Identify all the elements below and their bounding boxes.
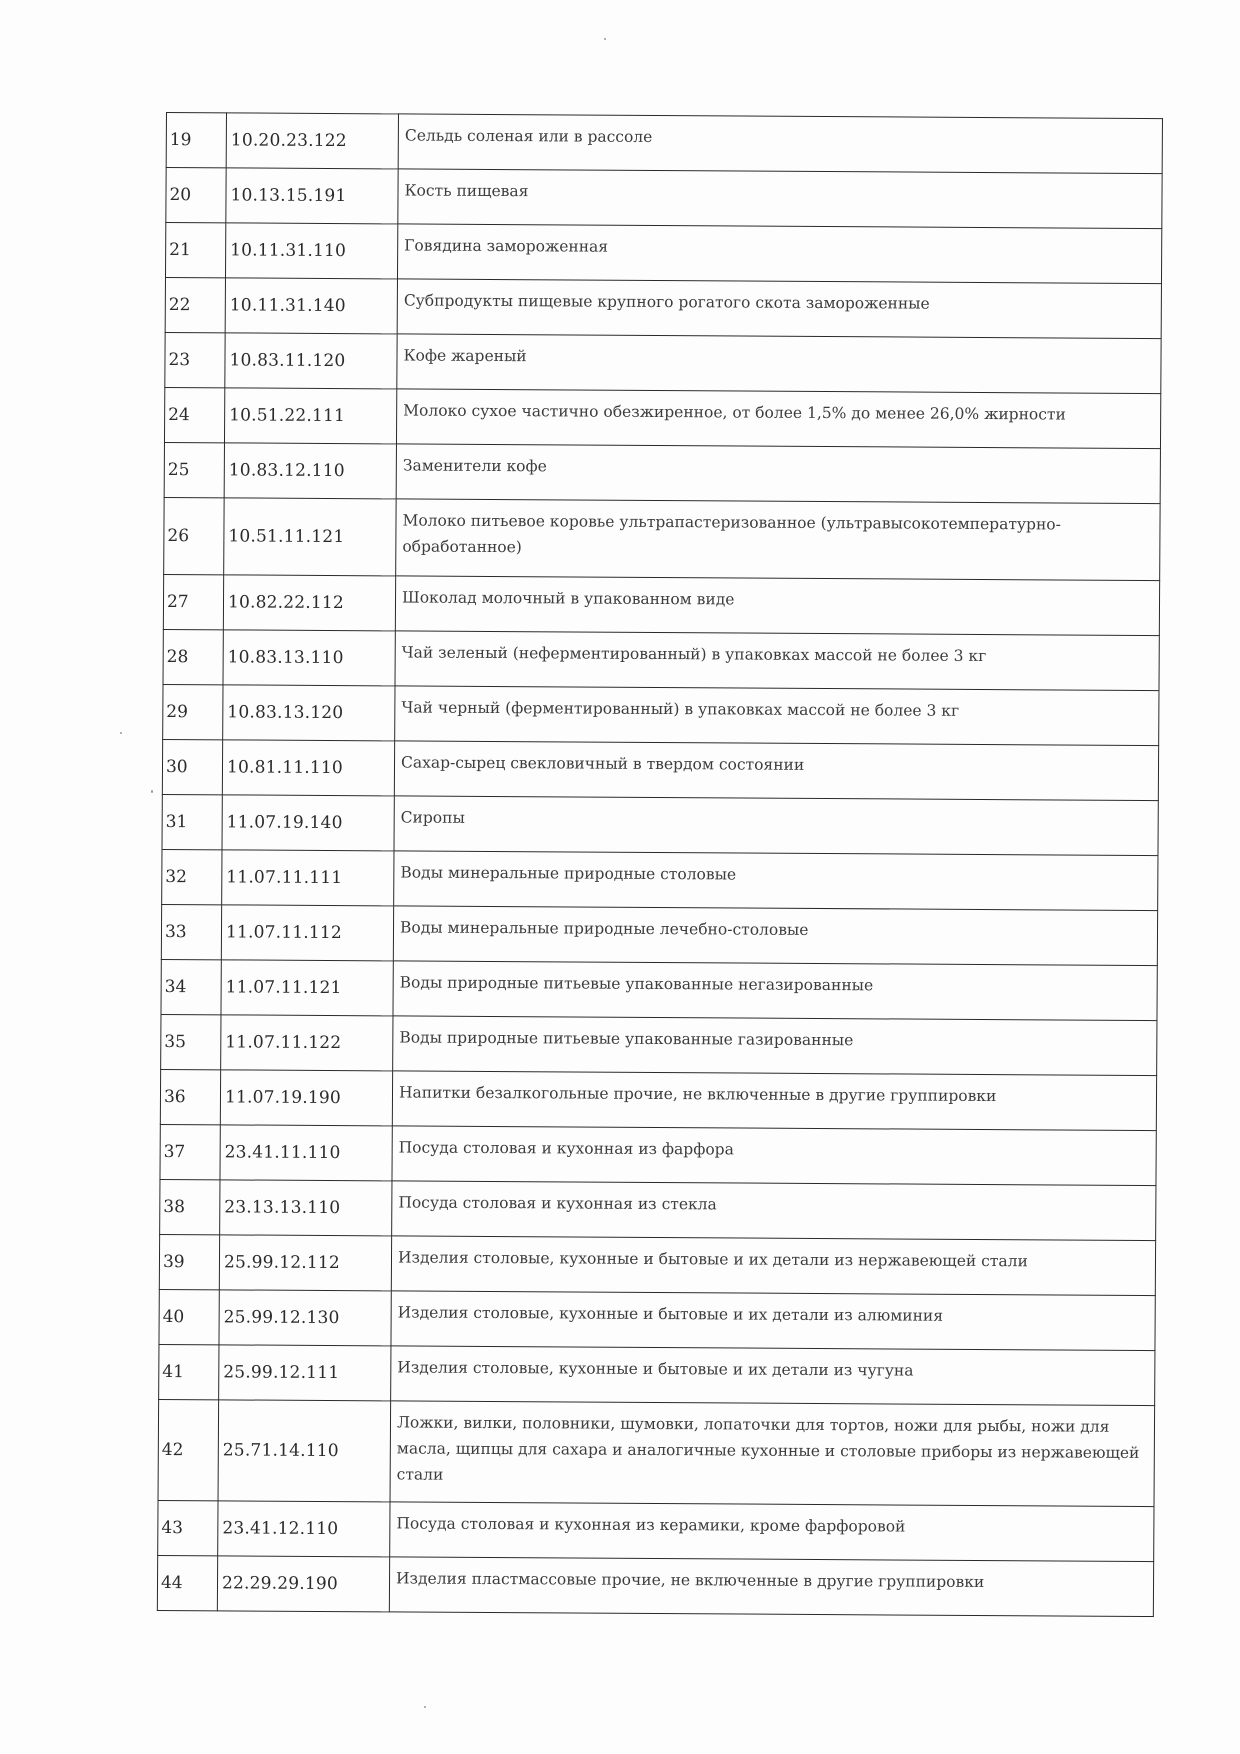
table-row xyxy=(162,739,1158,800)
product-name: Говядина замороженная xyxy=(397,224,1161,284)
table-row xyxy=(162,849,1158,910)
okpd-code: 11.07.19.140 xyxy=(222,795,394,851)
row-number: 42 xyxy=(158,1399,219,1500)
table-row xyxy=(158,1399,1155,1506)
table-row xyxy=(164,387,1160,448)
table-row xyxy=(161,1014,1157,1075)
okpd-code: 10.83.13.120 xyxy=(223,685,395,741)
row-number: 37 xyxy=(160,1124,220,1179)
okpd-code: 10.11.31.140 xyxy=(225,278,397,334)
product-name: Изделия столовые, кухонные и бытовые и их детали из нержавеющей стали xyxy=(391,1236,1155,1296)
product-name: Воды минеральные природные столовые xyxy=(394,851,1158,911)
product-name: Изделия столовые, кухонные и бытовые и их детали из алюминия xyxy=(391,1291,1155,1351)
row-number: 36 xyxy=(160,1069,220,1124)
table-row xyxy=(162,794,1158,855)
okpd-code: 23.41.11.110 xyxy=(220,1125,392,1181)
okpd-code: 22.29.29.190 xyxy=(217,1556,389,1612)
product-name: Посуда столовая и кухонная из керамики, кроме фарфоровой xyxy=(390,1502,1154,1562)
product-name: Сиропы xyxy=(394,796,1158,856)
scan-speck xyxy=(120,732,122,734)
row-number: 34 xyxy=(161,959,221,1014)
okpd-code: 11.07.11.112 xyxy=(221,905,393,961)
okpd-code: 10.83.13.110 xyxy=(223,630,395,686)
product-name: Чай черный (ферментированный) в упаковках массой не более 3 кг xyxy=(395,686,1159,746)
table-row xyxy=(163,574,1159,635)
table-row xyxy=(161,904,1157,965)
product-name: Кофе жареный xyxy=(397,334,1161,394)
okpd-code: 23.41.12.110 xyxy=(218,1501,390,1557)
table-row xyxy=(163,629,1159,690)
table-row xyxy=(161,959,1157,1020)
row-number: 41 xyxy=(159,1344,219,1399)
row-number: 35 xyxy=(161,1014,221,1069)
product-name: Сельдь соленая или в рассоле xyxy=(398,114,1162,174)
okpd-code: 10.13.15.191 xyxy=(226,168,398,224)
row-number: 38 xyxy=(160,1179,220,1234)
product-name: Кость пищевая xyxy=(398,169,1162,229)
table-row xyxy=(160,1069,1156,1130)
table-row xyxy=(165,223,1161,284)
row-number: 22 xyxy=(165,277,225,332)
product-name: Молоко сухое частично обезжиренное, от более 1,5% до менее 26,0% жирности xyxy=(396,389,1160,449)
row-number: 40 xyxy=(159,1289,219,1344)
okpd-code: 10.83.12.110 xyxy=(224,443,396,499)
product-name: Чай зеленый (неферментированный) в упаковках массой не более 3 кг xyxy=(395,631,1159,691)
okpd-code: 11.07.11.121 xyxy=(221,960,393,1016)
okpd-code: 25.99.12.111 xyxy=(219,1345,391,1401)
row-number: 44 xyxy=(157,1555,217,1610)
product-name: Молоко питьевое коровье ультрапастеризованное (ультравысокотемпературно-обработанное) xyxy=(396,499,1160,581)
row-number: 32 xyxy=(162,849,222,904)
table-row xyxy=(164,497,1160,580)
row-number: 29 xyxy=(163,684,223,739)
okpd-code: 10.82.22.112 xyxy=(223,575,395,631)
okpd-code: 11.07.11.111 xyxy=(222,850,394,906)
table-row xyxy=(160,1124,1156,1185)
okpd-code: 25.71.14.110 xyxy=(218,1400,391,1502)
row-number: 19 xyxy=(166,113,226,168)
row-number: 23 xyxy=(165,332,225,387)
okpd-code: 11.07.19.190 xyxy=(220,1070,392,1126)
table-row xyxy=(163,684,1159,745)
product-name: Воды минеральные природные лечебно-столовые xyxy=(393,906,1157,966)
table-row xyxy=(158,1500,1154,1561)
okpd-code: 25.99.12.112 xyxy=(219,1235,391,1291)
table-row xyxy=(160,1179,1156,1240)
product-name: Ложки, вилки, половники, шумовки, лопаточки для тортов, ножи для рыбы, ножи для масла, щипцы для сахара и аналогичные кухонные и столовые приборы из нержавеющей стали xyxy=(390,1401,1155,1507)
row-number: 24 xyxy=(164,387,224,442)
table-row xyxy=(165,332,1161,393)
table-row xyxy=(166,113,1162,174)
scan-speck xyxy=(604,38,606,40)
table-row xyxy=(165,277,1161,338)
okpd-code: 10.11.31.110 xyxy=(225,223,397,279)
scan-speck xyxy=(424,1706,426,1708)
row-number: 20 xyxy=(166,168,226,223)
okpd-code: 10.20.23.122 xyxy=(226,113,398,169)
okpd-code: 10.51.22.111 xyxy=(224,388,396,444)
product-name: Воды природные питьевые упакованные негазированные xyxy=(393,961,1157,1021)
product-name: Шоколад молочный в упакованном виде xyxy=(395,576,1159,636)
row-number: 28 xyxy=(163,629,223,684)
product-name: Посуда столовая и кухонная из фарфора xyxy=(392,1126,1156,1186)
product-name: Субпродукты пищевые крупного рогатого скота замороженные xyxy=(397,279,1161,339)
row-number: 30 xyxy=(162,739,222,794)
product-name: Изделия столовые, кухонные и бытовые и их детали из чугуна xyxy=(391,1346,1155,1406)
row-number: 43 xyxy=(158,1500,218,1555)
row-number: 31 xyxy=(162,794,222,849)
table-row xyxy=(159,1289,1155,1350)
scan-speck xyxy=(151,790,153,793)
table-row xyxy=(159,1234,1155,1295)
row-number: 25 xyxy=(164,442,224,497)
product-name: Напитки безалкогольные прочие, не включенные в другие группировки xyxy=(392,1071,1156,1131)
row-number: 39 xyxy=(159,1234,219,1289)
table-row xyxy=(157,1555,1153,1616)
table-row xyxy=(166,168,1162,229)
product-name: Заменители кофе xyxy=(396,444,1160,504)
product-name: Посуда столовая и кухонная из стекла xyxy=(392,1181,1156,1241)
table-row xyxy=(159,1344,1155,1405)
okpd-table xyxy=(157,112,1163,1617)
product-name: Изделия пластмассовые прочие, не включенные в другие группировки xyxy=(389,1557,1153,1617)
product-name: Сахар-сырец свекловичный в твердом состоянии xyxy=(394,741,1158,801)
row-number: 27 xyxy=(163,574,223,629)
okpd-code: 10.83.11.120 xyxy=(225,333,397,389)
okpd-code: 23.13.13.110 xyxy=(220,1180,392,1236)
row-number: 26 xyxy=(164,497,224,574)
row-number: 21 xyxy=(165,223,225,278)
okpd-code: 11.07.11.122 xyxy=(221,1015,393,1071)
table-row xyxy=(164,442,1160,503)
okpd-code: 25.99.12.130 xyxy=(219,1290,391,1346)
row-number: 33 xyxy=(161,904,221,959)
okpd-code: 10.51.11.121 xyxy=(224,498,396,576)
okpd-code: 10.81.11.110 xyxy=(222,740,394,796)
product-name: Воды природные питьевые упакованные газированные xyxy=(393,1016,1157,1076)
